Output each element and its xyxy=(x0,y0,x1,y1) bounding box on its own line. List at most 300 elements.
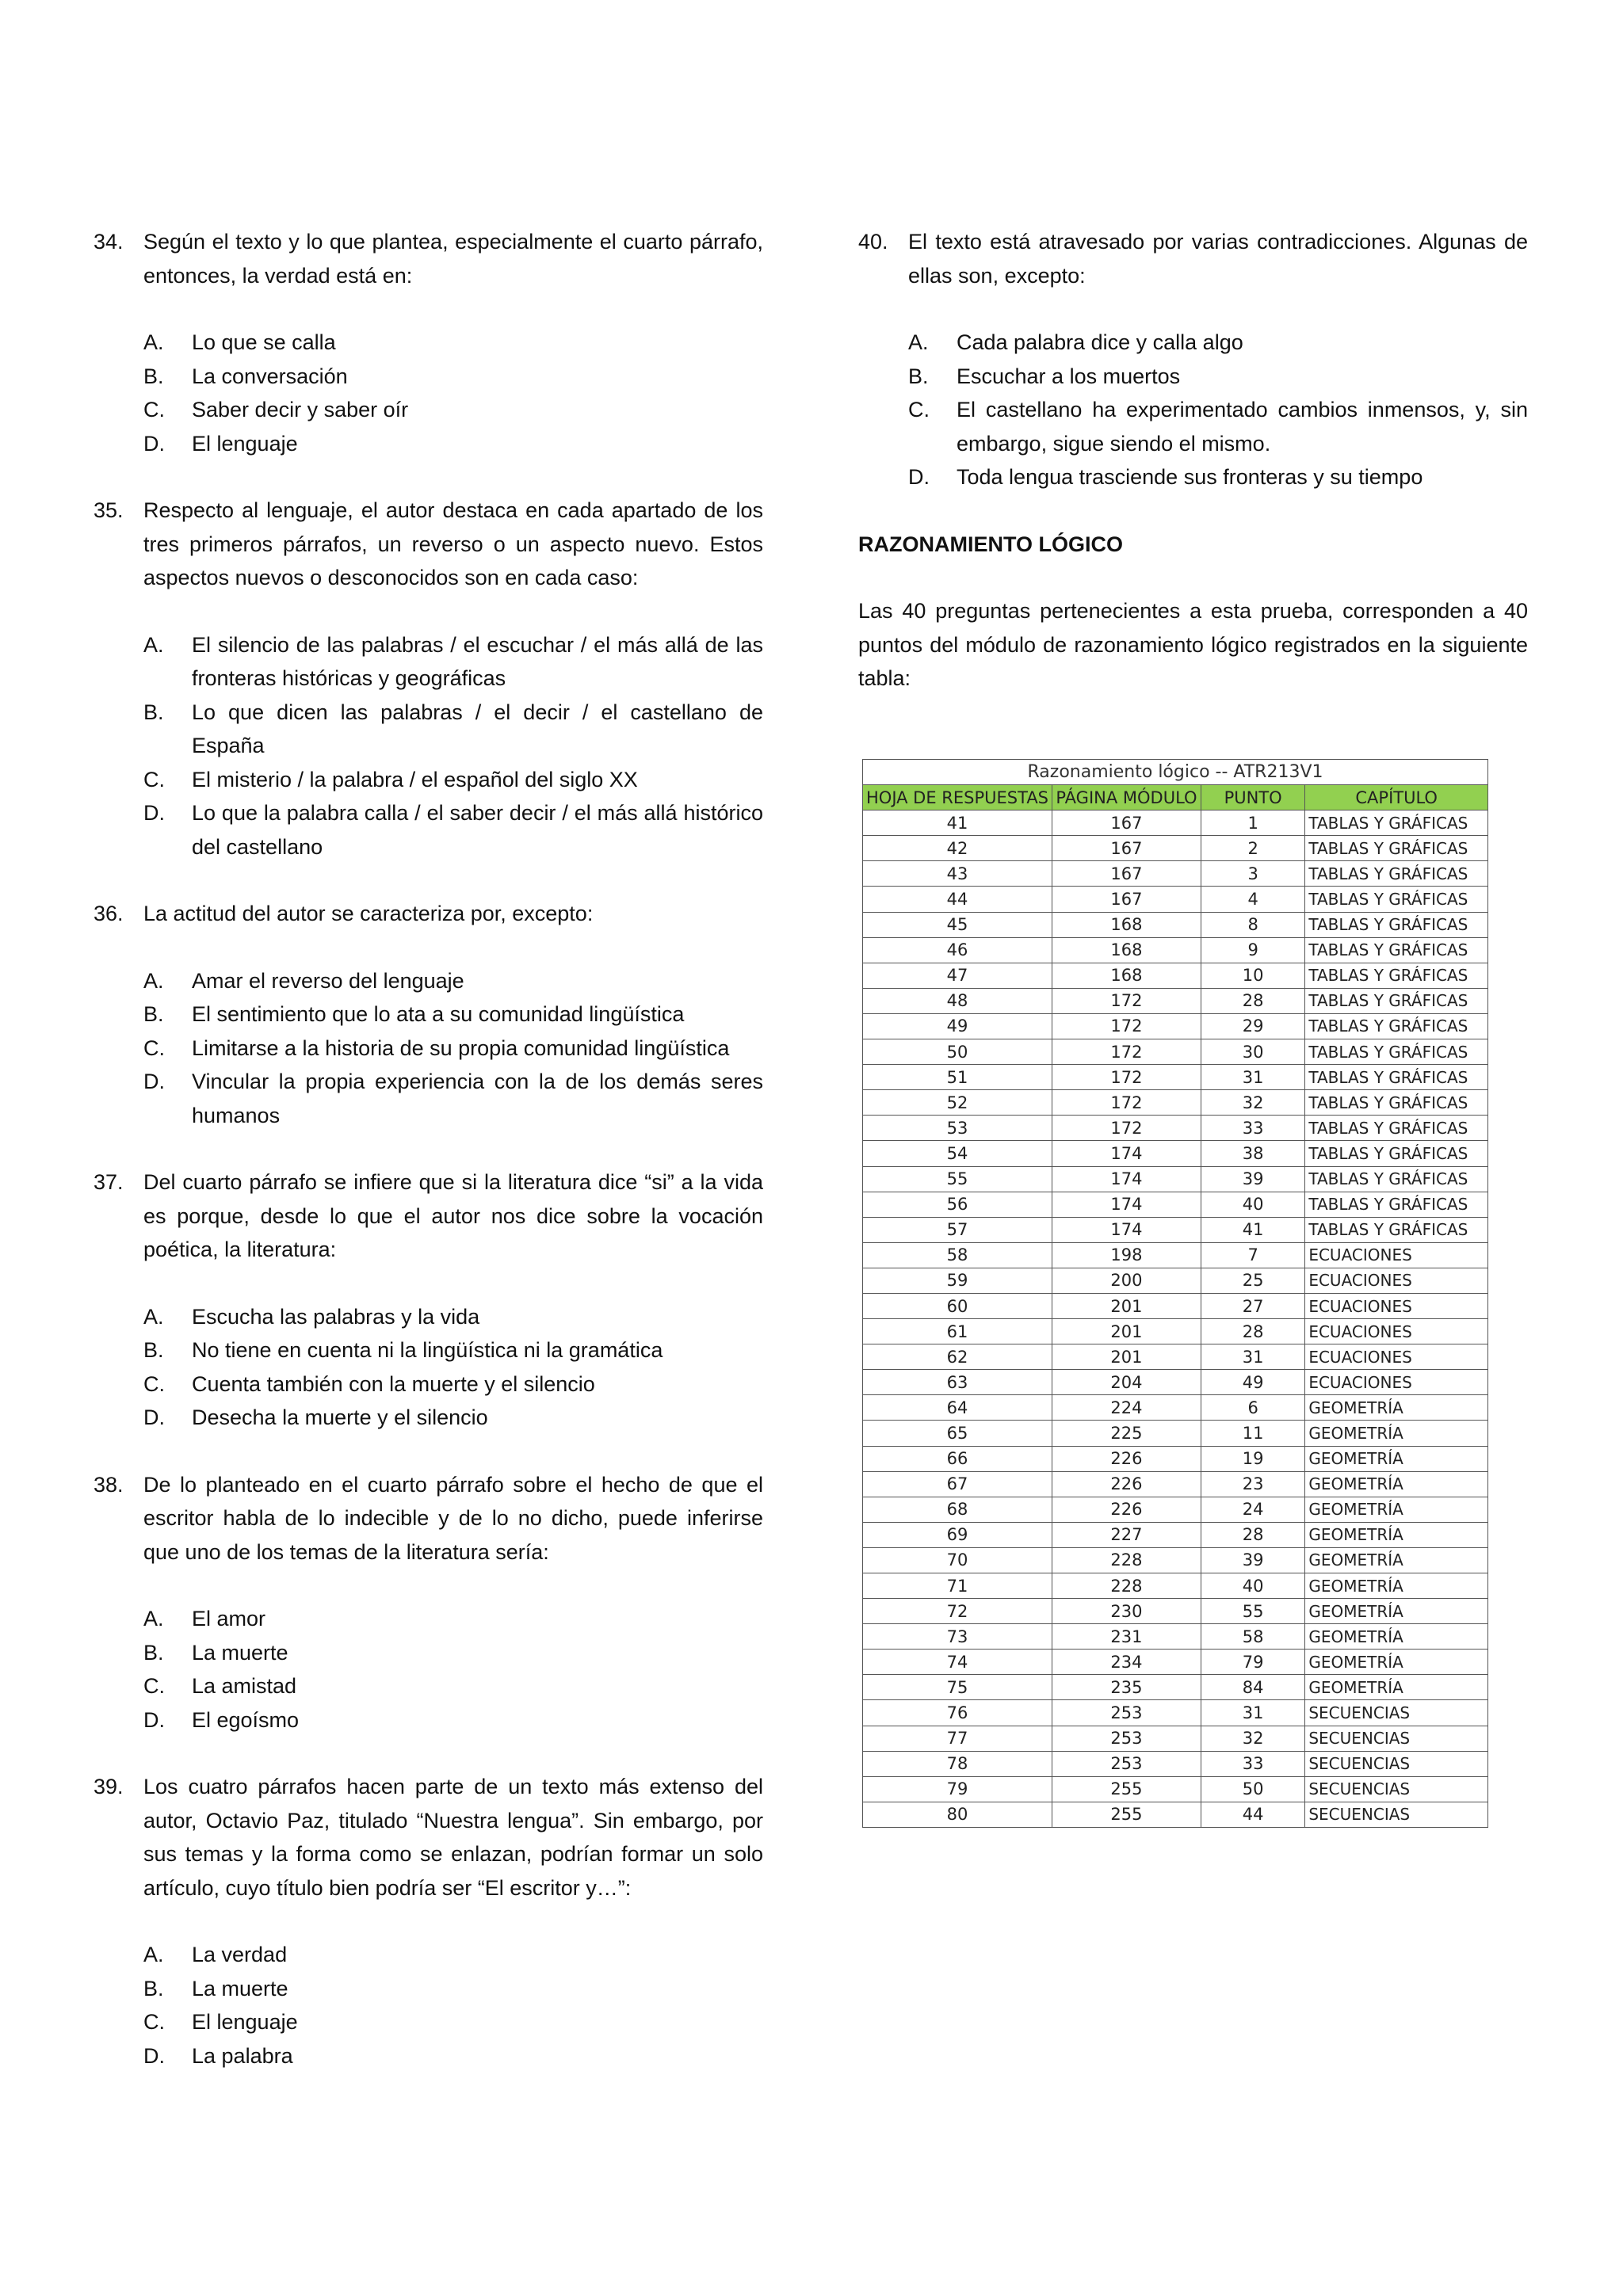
option-label: D. xyxy=(143,1070,165,1093)
table-row xyxy=(863,1599,1488,1624)
option-label: D. xyxy=(143,431,165,456)
table-row xyxy=(863,1497,1488,1522)
cell-chapter: TABLAS Y GRÁFICAS xyxy=(1305,1065,1488,1090)
table-body xyxy=(863,810,1488,1828)
option-text: El misterio / la palabra / el español del siglo XX xyxy=(192,767,638,791)
options-list xyxy=(908,326,1528,494)
results-table-wrap xyxy=(862,759,1488,1828)
option-label: D. xyxy=(143,2043,165,2068)
cell-module-page: 168 xyxy=(1052,963,1201,988)
cell-point: 39 xyxy=(1201,1547,1304,1573)
option-text: El castellano ha experimentado cambios inmensos, y, sin embargo, sigue siendo el mismo. xyxy=(957,398,1528,456)
cell-point: 33 xyxy=(1201,1116,1304,1141)
option-text: Escuchar a los muertos xyxy=(957,364,1181,388)
cell-chapter: GEOMETRÍA xyxy=(1305,1675,1488,1700)
cell-answer-sheet: 72 xyxy=(863,1599,1052,1624)
cell-point: 10 xyxy=(1201,963,1304,988)
cell-point: 2 xyxy=(1201,836,1304,861)
table-row xyxy=(863,1319,1488,1344)
question-number: 38. xyxy=(94,1472,124,1497)
option-text: Cada palabra dice y calla algo xyxy=(957,330,1243,354)
cell-point: 40 xyxy=(1201,1192,1304,1217)
option-label: D. xyxy=(143,801,165,825)
table-row xyxy=(863,1751,1488,1776)
cell-answer-sheet: 62 xyxy=(863,1344,1052,1370)
cell-point: 8 xyxy=(1201,912,1304,937)
option-b xyxy=(143,997,763,1032)
table-row xyxy=(863,836,1488,861)
option-a xyxy=(908,326,1528,360)
option-label: B. xyxy=(908,364,929,388)
question-text: El texto está atravesado por varias contradicciones. Algunas de ellas son, excepto: xyxy=(908,230,1528,288)
question-text: De lo planteado en el cuarto párrafo sobre el hecho de que el escritor habla de lo indecible y de lo no dicho, puede inferirse que uno de los temas de la literatura sería: xyxy=(143,1472,763,1564)
option-d xyxy=(143,796,763,864)
cell-chapter: TABLAS Y GRÁFICAS xyxy=(1305,937,1488,963)
option-c xyxy=(143,2005,763,2039)
cell-chapter: ECUACIONES xyxy=(1305,1242,1488,1268)
option-label: B. xyxy=(143,700,164,724)
option-text: Vincular la propia experiencia con la de los demás seres humanos xyxy=(192,1070,763,1127)
question-40 xyxy=(858,225,1528,494)
cell-answer-sheet: 60 xyxy=(863,1293,1052,1318)
cell-module-page: 253 xyxy=(1052,1700,1201,1726)
cell-chapter: SECUENCIAS xyxy=(1305,1700,1488,1726)
cell-chapter: GEOMETRÍA xyxy=(1305,1471,1488,1497)
question-text: Los cuatro párrafos hacen parte de un texto más extenso del autor, Octavio Paz, titulado “Nuestra lengua”. Sin embargo, por sus temas y la forma como se enlazan, podrían formar un solo artículo, cuyo título bien podría ser “El escritor y…”: xyxy=(143,1775,763,1900)
cell-chapter: TABLAS Y GRÁFICAS xyxy=(1305,988,1488,1013)
cell-module-page: 234 xyxy=(1052,1650,1201,1675)
option-text: Limitarse a la historia de su propia comunidad lingüística xyxy=(192,1035,730,1060)
cell-answer-sheet: 48 xyxy=(863,988,1052,1013)
cell-module-page: 226 xyxy=(1052,1497,1201,1522)
option-text: La palabra xyxy=(192,2043,293,2068)
option-text: Lo que dicen las palabras / el decir / el castellano de España xyxy=(192,700,763,757)
question-39 xyxy=(94,1770,763,2073)
cell-chapter: GEOMETRÍA xyxy=(1305,1497,1488,1522)
cell-module-page: 255 xyxy=(1052,1802,1201,1827)
table-row xyxy=(863,1192,1488,1217)
cell-answer-sheet: 70 xyxy=(863,1547,1052,1573)
option-a xyxy=(143,1938,763,1972)
option-c xyxy=(143,1367,763,1402)
cell-module-page: 167 xyxy=(1052,861,1201,887)
cell-module-page: 255 xyxy=(1052,1776,1201,1802)
option-label: A. xyxy=(143,632,164,657)
cell-point: 28 xyxy=(1201,1319,1304,1344)
table-row xyxy=(863,1446,1488,1471)
option-d xyxy=(143,1401,763,1435)
cell-point: 41 xyxy=(1201,1217,1304,1242)
cell-chapter: TABLAS Y GRÁFICAS xyxy=(1305,861,1488,887)
cell-answer-sheet: 64 xyxy=(863,1395,1052,1421)
table-row xyxy=(863,1522,1488,1547)
cell-module-page: 172 xyxy=(1052,988,1201,1013)
cell-point: 30 xyxy=(1201,1039,1304,1065)
cell-module-page: 226 xyxy=(1052,1446,1201,1471)
cell-point: 55 xyxy=(1201,1599,1304,1624)
table-row xyxy=(863,1776,1488,1802)
option-text: El lenguaje xyxy=(192,431,298,456)
options-list xyxy=(143,1300,763,1435)
option-label: A. xyxy=(143,1607,164,1630)
cell-point: 33 xyxy=(1201,1751,1304,1776)
option-text: Lo que la palabra calla / el saber decir / el más allá histórico del castellano xyxy=(192,801,763,859)
cell-module-page: 201 xyxy=(1052,1293,1201,1318)
cell-answer-sheet: 46 xyxy=(863,937,1052,963)
option-label: C. xyxy=(143,1035,165,1060)
question-36 xyxy=(94,897,763,1132)
option-text: El amor xyxy=(192,1607,266,1630)
option-a xyxy=(143,964,763,998)
option-label: C. xyxy=(143,398,165,421)
question-38 xyxy=(94,1468,763,1737)
cell-chapter: TABLAS Y GRÁFICAS xyxy=(1305,1192,1488,1217)
option-text: Amar el reverso del lenguaje xyxy=(192,968,464,993)
cell-chapter: TABLAS Y GRÁFICAS xyxy=(1305,1166,1488,1192)
cell-answer-sheet: 79 xyxy=(863,1776,1052,1802)
cell-module-page: 172 xyxy=(1052,1090,1201,1116)
option-label: A. xyxy=(908,330,929,354)
cell-answer-sheet: 69 xyxy=(863,1522,1052,1547)
cell-point: 58 xyxy=(1201,1624,1304,1650)
cell-chapter: TABLAS Y GRÁFICAS xyxy=(1305,1039,1488,1065)
cell-point: 9 xyxy=(1201,937,1304,963)
cell-chapter: SECUENCIAS xyxy=(1305,1726,1488,1751)
cell-module-page: 253 xyxy=(1052,1726,1201,1751)
option-d xyxy=(143,1065,763,1132)
table-row xyxy=(863,988,1488,1013)
cell-chapter: TABLAS Y GRÁFICAS xyxy=(1305,1141,1488,1166)
table-row xyxy=(863,1293,1488,1318)
table-row xyxy=(863,1547,1488,1573)
cell-chapter: GEOMETRÍA xyxy=(1305,1395,1488,1421)
options-list xyxy=(143,1938,763,2073)
option-c xyxy=(143,393,763,427)
table-header-row xyxy=(863,785,1488,810)
cell-module-page: 174 xyxy=(1052,1192,1201,1217)
cell-module-page: 172 xyxy=(1052,1013,1201,1039)
cell-point: 28 xyxy=(1201,988,1304,1013)
option-label: C. xyxy=(143,1371,165,1396)
cell-chapter: TABLAS Y GRÁFICAS xyxy=(1305,836,1488,861)
table-row xyxy=(863,1039,1488,1065)
header-module-page: PÁGINA MÓDULO xyxy=(1052,785,1201,810)
cell-point: 50 xyxy=(1201,1776,1304,1802)
option-label: B. xyxy=(143,1002,164,1026)
cell-point: 6 xyxy=(1201,1395,1304,1421)
cell-answer-sheet: 59 xyxy=(863,1268,1052,1293)
cell-point: 3 xyxy=(1201,861,1304,887)
table-row xyxy=(863,1242,1488,1268)
cell-module-page: 204 xyxy=(1052,1370,1201,1395)
table-row xyxy=(863,1395,1488,1421)
cell-module-page: 201 xyxy=(1052,1344,1201,1370)
cell-chapter: ECUACIONES xyxy=(1305,1370,1488,1395)
option-b xyxy=(143,1636,763,1670)
cell-module-page: 224 xyxy=(1052,1395,1201,1421)
cell-answer-sheet: 76 xyxy=(863,1700,1052,1726)
option-b xyxy=(143,1972,763,2006)
section-intro: Las 40 preguntas pertenecientes a esta prueba, corresponden a 40 puntos del módulo de razonamiento lógico registrados en la siguiente tabla: xyxy=(858,599,1528,690)
cell-chapter: GEOMETRÍA xyxy=(1305,1599,1488,1624)
option-c xyxy=(143,763,763,797)
cell-answer-sheet: 41 xyxy=(863,810,1052,836)
options-list xyxy=(143,964,763,1133)
cell-chapter: GEOMETRÍA xyxy=(1305,1650,1488,1675)
option-label: B. xyxy=(143,1338,164,1362)
question-number: 39. xyxy=(94,1775,124,1798)
cell-answer-sheet: 73 xyxy=(863,1624,1052,1650)
cell-answer-sheet: 61 xyxy=(863,1319,1052,1344)
cell-point: 1 xyxy=(1201,810,1304,836)
option-text: El sentimiento que lo ata a su comunidad lingüística xyxy=(192,1002,685,1026)
cell-chapter: TABLAS Y GRÁFICAS xyxy=(1305,963,1488,988)
question-number: 40. xyxy=(858,230,888,254)
cell-module-page: 231 xyxy=(1052,1624,1201,1650)
table-row xyxy=(863,861,1488,887)
option-text: Desecha la muerte y el silencio xyxy=(192,1405,488,1429)
option-text: El silencio de las palabras / el escuchar / el más allá de las fronteras históricas y geográficas xyxy=(192,632,763,690)
question-number: 36. xyxy=(94,902,124,925)
cell-module-page: 172 xyxy=(1052,1065,1201,1090)
cell-answer-sheet: 65 xyxy=(863,1421,1052,1446)
table-row xyxy=(863,1624,1488,1650)
cell-module-page: 172 xyxy=(1052,1116,1201,1141)
cell-answer-sheet: 67 xyxy=(863,1471,1052,1497)
table-row xyxy=(863,887,1488,912)
cell-answer-sheet: 47 xyxy=(863,963,1052,988)
option-text: No tiene en cuenta ni la lingüística ni la gramática xyxy=(192,1338,663,1362)
cell-answer-sheet: 80 xyxy=(863,1802,1052,1827)
options-list xyxy=(143,628,763,864)
section-title: RAZONAMIENTO LÓGICO xyxy=(858,532,1123,556)
cell-answer-sheet: 71 xyxy=(863,1573,1052,1599)
cell-module-page: 174 xyxy=(1052,1217,1201,1242)
cell-answer-sheet: 42 xyxy=(863,836,1052,861)
option-text: La muerte xyxy=(192,1976,288,2000)
option-text: La muerte xyxy=(192,1640,288,1665)
option-label: A. xyxy=(143,1304,164,1329)
table-row xyxy=(863,1268,1488,1293)
option-a xyxy=(143,1300,763,1334)
cell-module-page: 228 xyxy=(1052,1573,1201,1599)
table-row xyxy=(863,1065,1488,1090)
cell-chapter: TABLAS Y GRÁFICAS xyxy=(1305,1013,1488,1039)
cell-point: 38 xyxy=(1201,1141,1304,1166)
table-row xyxy=(863,1370,1488,1395)
table-row xyxy=(863,1141,1488,1166)
cell-point: 7 xyxy=(1201,1242,1304,1268)
cell-point: 39 xyxy=(1201,1166,1304,1192)
cell-point: 31 xyxy=(1201,1065,1304,1090)
cell-point: 79 xyxy=(1201,1650,1304,1675)
table-row xyxy=(863,1116,1488,1141)
table-title: Razonamiento lógico -- ATR213V1 xyxy=(863,760,1488,785)
cell-module-page: 168 xyxy=(1052,937,1201,963)
option-text: Toda lengua trasciende sus fronteras y su tiempo xyxy=(957,465,1423,489)
option-text: El lenguaje xyxy=(192,2010,298,2034)
cell-point: 84 xyxy=(1201,1675,1304,1700)
option-c xyxy=(908,393,1528,460)
table-row xyxy=(863,1166,1488,1192)
option-label: A. xyxy=(143,1943,164,1966)
option-c xyxy=(143,1669,763,1703)
question-number: 34. xyxy=(94,230,124,254)
option-c xyxy=(143,1032,763,1066)
cell-module-page: 235 xyxy=(1052,1675,1201,1700)
cell-module-page: 168 xyxy=(1052,912,1201,937)
cell-chapter: TABLAS Y GRÁFICAS xyxy=(1305,912,1488,937)
option-a xyxy=(143,628,763,696)
option-label: A. xyxy=(143,330,164,354)
cell-chapter: GEOMETRÍA xyxy=(1305,1547,1488,1573)
cell-chapter: SECUENCIAS xyxy=(1305,1802,1488,1827)
cell-module-page: 200 xyxy=(1052,1268,1201,1293)
question-text: Respecto al lenguaje, el autor destaca en cada apartado de los tres primeros párrafos, un reverso o un aspecto nuevo. Estos aspectos nuevos o desconocidos son en cada caso: xyxy=(143,498,763,589)
option-label: D. xyxy=(908,465,930,489)
option-label: C. xyxy=(143,2010,165,2034)
cell-point: 24 xyxy=(1201,1497,1304,1522)
cell-answer-sheet: 55 xyxy=(863,1166,1052,1192)
cell-module-page: 174 xyxy=(1052,1166,1201,1192)
table-row xyxy=(863,1344,1488,1370)
option-label: D. xyxy=(143,1405,165,1429)
cell-answer-sheet: 50 xyxy=(863,1039,1052,1065)
cell-point: 40 xyxy=(1201,1573,1304,1599)
cell-chapter: ECUACIONES xyxy=(1305,1293,1488,1318)
cell-answer-sheet: 68 xyxy=(863,1497,1052,1522)
option-d xyxy=(143,427,763,461)
option-b xyxy=(908,360,1528,394)
cell-point: 29 xyxy=(1201,1013,1304,1039)
cell-chapter: GEOMETRÍA xyxy=(1305,1573,1488,1599)
cell-module-page: 172 xyxy=(1052,1039,1201,1065)
table-row xyxy=(863,810,1488,836)
question-text: La actitud del autor se caracteriza por, excepto: xyxy=(143,902,594,925)
option-d xyxy=(143,2039,763,2073)
question-text: Según el texto y lo que plantea, especialmente el cuarto párrafo, entonces, la verdad está en: xyxy=(143,230,763,288)
cell-chapter: GEOMETRÍA xyxy=(1305,1421,1488,1446)
header-answer-sheet: HOJA DE RESPUESTAS xyxy=(863,785,1052,810)
option-label: C. xyxy=(143,1674,165,1698)
cell-point: 49 xyxy=(1201,1370,1304,1395)
cell-module-page: 174 xyxy=(1052,1141,1201,1166)
option-label: B. xyxy=(143,1640,164,1665)
table-row xyxy=(863,1650,1488,1675)
option-label: C. xyxy=(143,767,165,791)
cell-chapter: ECUACIONES xyxy=(1305,1319,1488,1344)
cell-answer-sheet: 52 xyxy=(863,1090,1052,1116)
cell-module-page: 225 xyxy=(1052,1421,1201,1446)
cell-chapter: TABLAS Y GRÁFICAS xyxy=(1305,887,1488,912)
table-row xyxy=(863,1700,1488,1726)
cell-module-page: 167 xyxy=(1052,887,1201,912)
left-column xyxy=(94,225,763,2106)
cell-answer-sheet: 63 xyxy=(863,1370,1052,1395)
cell-module-page: 230 xyxy=(1052,1599,1201,1624)
option-a xyxy=(143,1602,763,1636)
question-35 xyxy=(94,494,763,864)
option-b xyxy=(143,360,763,394)
option-label: B. xyxy=(143,364,164,388)
cell-answer-sheet: 66 xyxy=(863,1446,1052,1471)
cell-point: 28 xyxy=(1201,1522,1304,1547)
cell-chapter: TABLAS Y GRÁFICAS xyxy=(1305,810,1488,836)
cell-module-page: 167 xyxy=(1052,810,1201,836)
option-label: C. xyxy=(908,398,930,421)
cell-point: 31 xyxy=(1201,1344,1304,1370)
table-row xyxy=(863,1090,1488,1116)
cell-answer-sheet: 57 xyxy=(863,1217,1052,1242)
cell-answer-sheet: 58 xyxy=(863,1242,1052,1268)
cell-module-page: 227 xyxy=(1052,1522,1201,1547)
question-34 xyxy=(94,225,763,460)
options-list xyxy=(143,326,763,460)
table-row xyxy=(863,963,1488,988)
cell-point: 19 xyxy=(1201,1446,1304,1471)
cell-point: 27 xyxy=(1201,1293,1304,1318)
cell-module-page: 253 xyxy=(1052,1751,1201,1776)
cell-point: 4 xyxy=(1201,887,1304,912)
table-row xyxy=(863,1421,1488,1446)
table-row xyxy=(863,1802,1488,1827)
option-b xyxy=(143,696,763,763)
cell-answer-sheet: 74 xyxy=(863,1650,1052,1675)
cell-chapter: TABLAS Y GRÁFICAS xyxy=(1305,1217,1488,1242)
cell-chapter: GEOMETRÍA xyxy=(1305,1522,1488,1547)
header-point: PUNTO xyxy=(1201,785,1304,810)
cell-point: 23 xyxy=(1201,1471,1304,1497)
table-row xyxy=(863,1726,1488,1751)
cell-module-page: 228 xyxy=(1052,1547,1201,1573)
option-d xyxy=(143,1703,763,1737)
cell-answer-sheet: 78 xyxy=(863,1751,1052,1776)
cell-answer-sheet: 53 xyxy=(863,1116,1052,1141)
cell-answer-sheet: 43 xyxy=(863,861,1052,887)
option-d xyxy=(908,460,1528,494)
question-37 xyxy=(94,1165,763,1435)
cell-answer-sheet: 75 xyxy=(863,1675,1052,1700)
results-table xyxy=(862,759,1488,1828)
cell-point: 44 xyxy=(1201,1802,1304,1827)
question-text: Del cuarto párrafo se infiere que si la literatura dice “si” a la vida es porque, desde lo que el autor nos dice sobre la vocación poética, la literatura: xyxy=(143,1170,763,1261)
cell-chapter: SECUENCIAS xyxy=(1305,1751,1488,1776)
option-label: D. xyxy=(143,1707,165,1732)
option-text: Cuenta también con la muerte y el silencio xyxy=(192,1371,595,1396)
option-label: B. xyxy=(143,1976,164,2000)
option-text: Lo que se calla xyxy=(192,330,336,354)
cell-module-page: 167 xyxy=(1052,836,1201,861)
header-chapter: CAPÍTULO xyxy=(1305,785,1488,810)
option-label: A. xyxy=(143,968,164,993)
cell-module-page: 226 xyxy=(1052,1471,1201,1497)
option-a xyxy=(143,326,763,360)
cell-module-page: 198 xyxy=(1052,1242,1201,1268)
option-text: La conversación xyxy=(192,364,348,388)
table-row xyxy=(863,1471,1488,1497)
cell-answer-sheet: 44 xyxy=(863,887,1052,912)
cell-answer-sheet: 49 xyxy=(863,1013,1052,1039)
cell-chapter: GEOMETRÍA xyxy=(1305,1624,1488,1650)
table-row xyxy=(863,1573,1488,1599)
table-row xyxy=(863,912,1488,937)
table-row xyxy=(863,1217,1488,1242)
cell-chapter: ECUACIONES xyxy=(1305,1344,1488,1370)
option-text: El egoísmo xyxy=(192,1707,300,1732)
question-number: 37. xyxy=(94,1170,124,1194)
right-column xyxy=(858,225,1528,696)
cell-point: 32 xyxy=(1201,1090,1304,1116)
